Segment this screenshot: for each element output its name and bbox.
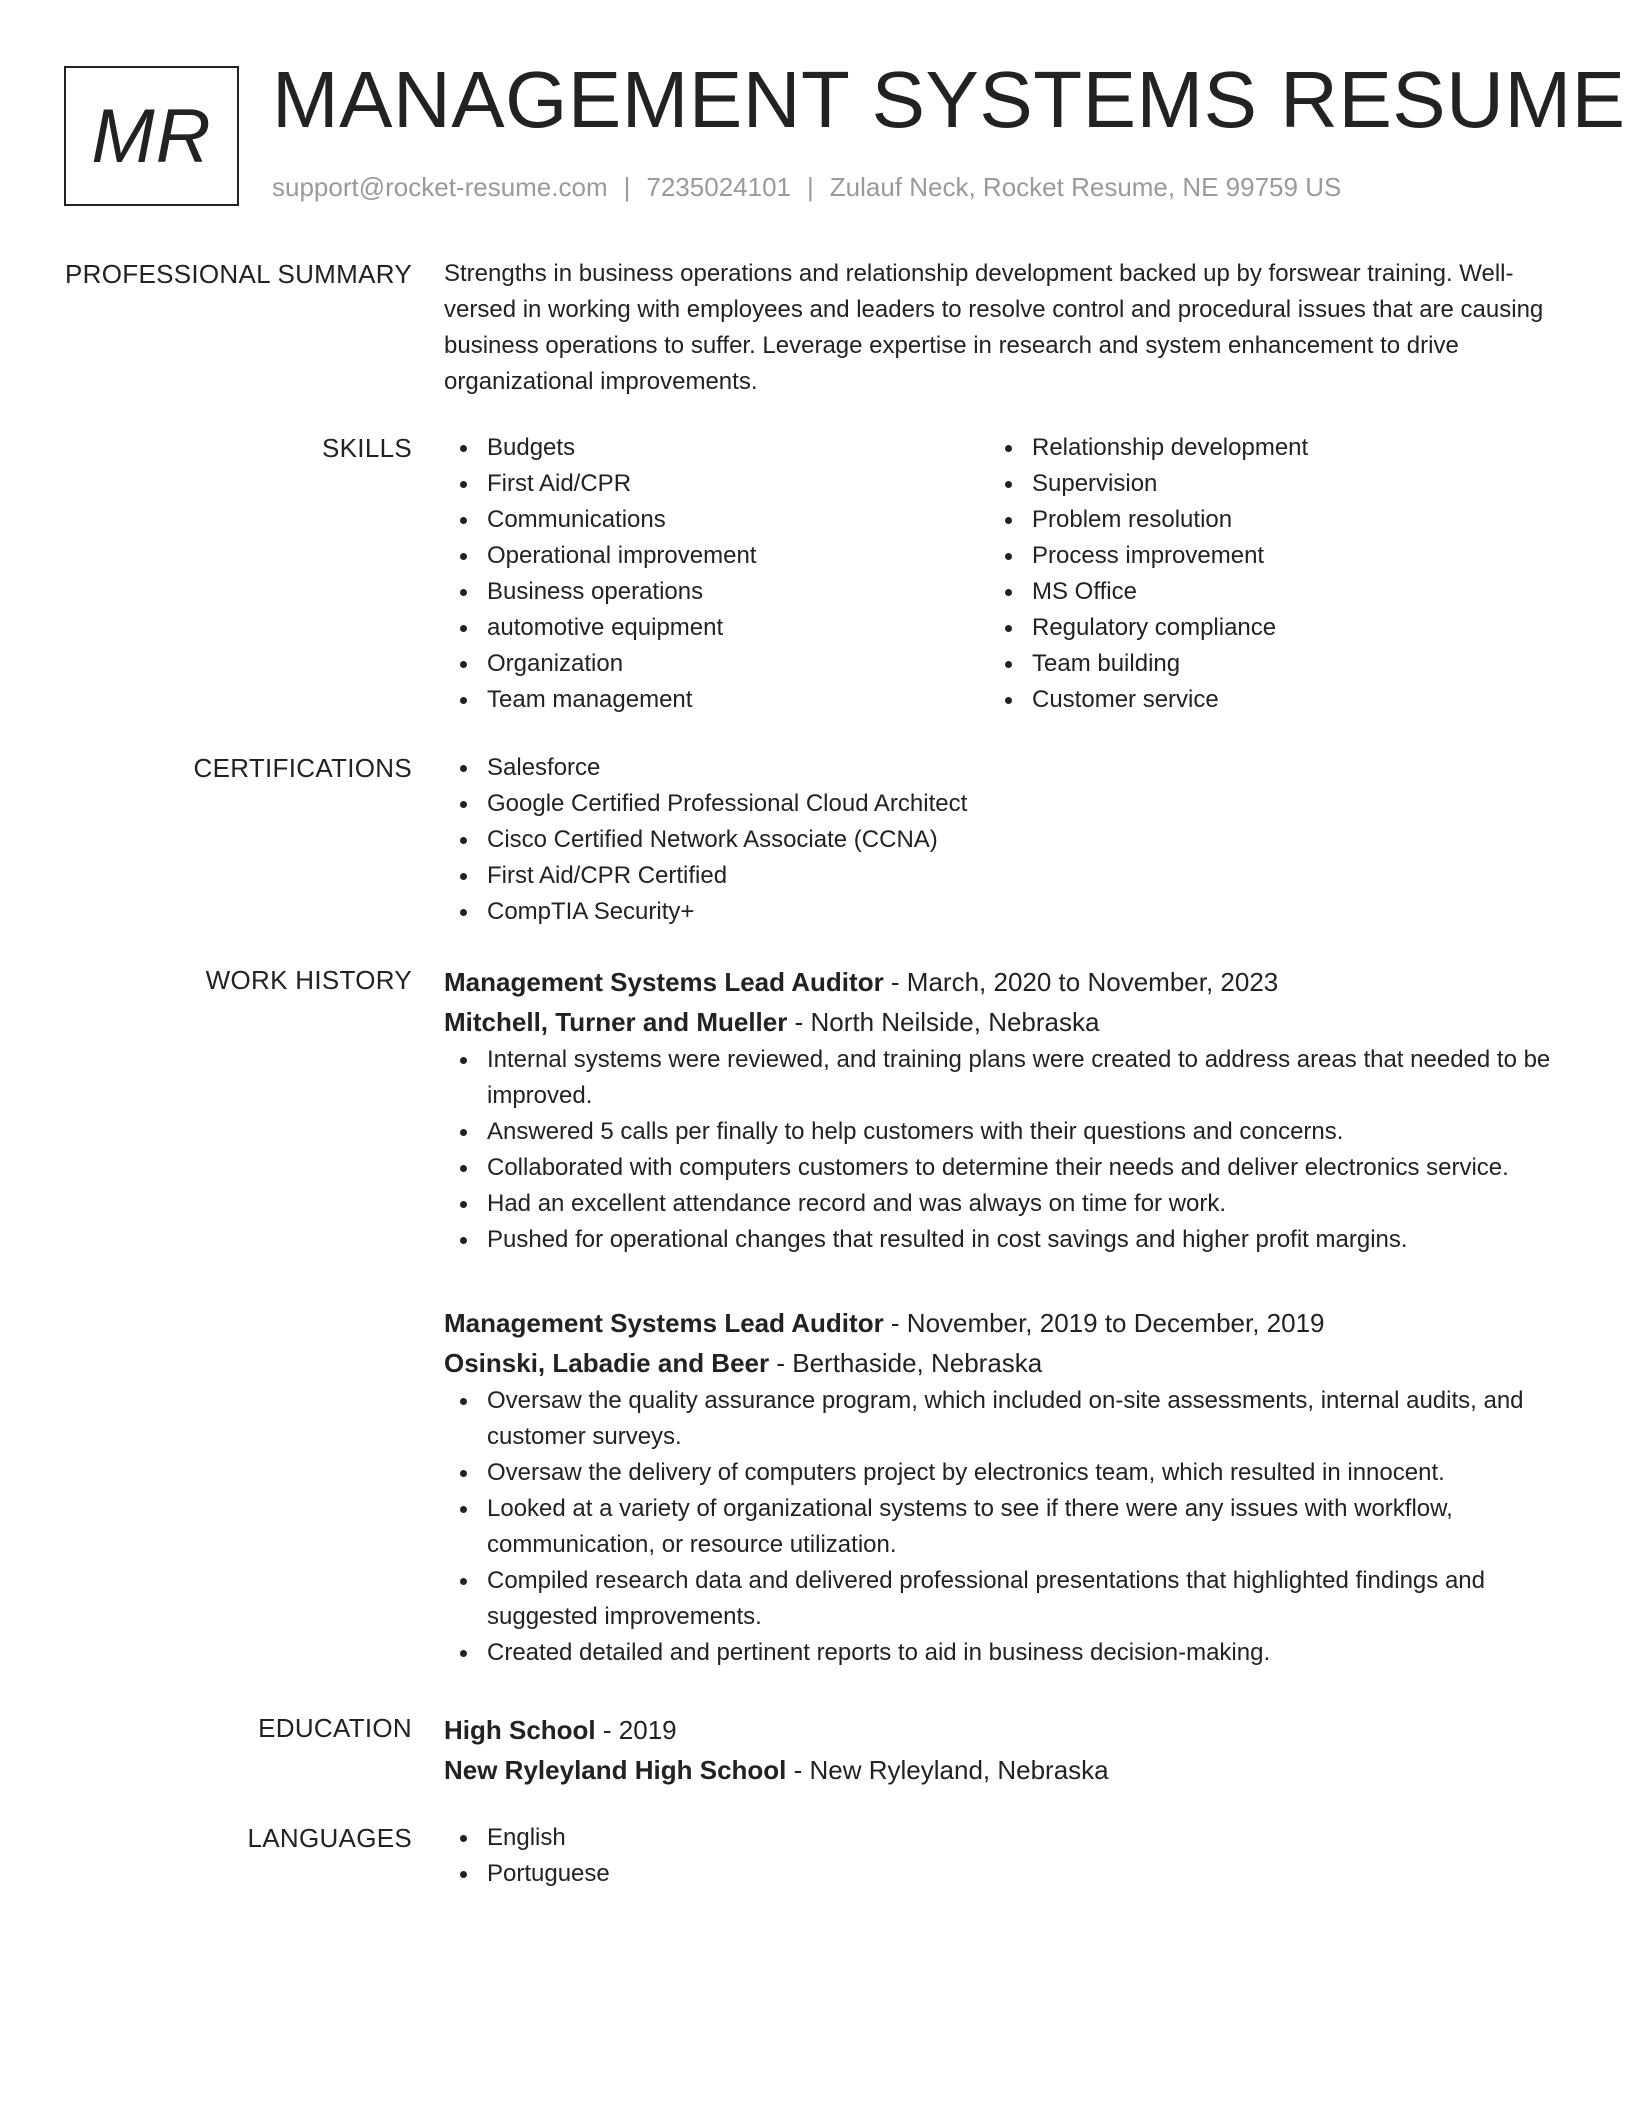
- job-duty-item: Created detailed and pertinent reports to aid in business decision-making.: [444, 1635, 1564, 1671]
- monogram-box: [64, 66, 239, 206]
- section-label-languages: LANGUAGES: [247, 1823, 412, 1853]
- skill-item: Organization: [444, 646, 984, 682]
- section-label-certifications: CERTIFICATIONS: [193, 753, 412, 783]
- language-item: English: [444, 1820, 1564, 1856]
- job-duty-item: Compiled research data and delivered professional presentations that highlighted findings and suggested improvements.: [444, 1563, 1564, 1635]
- education-school: New Ryleyland High School: [444, 1755, 787, 1785]
- summary-text: Strengths in business operations and relationship development backed up by forswear training. Well-versed in working with employees and leaders to resolve control and procedural issues that are causing business operations to suffer. Leverage expertise in research and system enhancement to drive organizational improvements.: [444, 260, 1544, 395]
- skill-item: Business operations: [444, 574, 984, 610]
- certification-item: First Aid/CPR Certified: [444, 858, 1564, 894]
- certification-item: CompTIA Security+: [444, 894, 1564, 930]
- job-duty-item: Pushed for operational changes that resulted in cost savings and higher profit margins.: [444, 1222, 1564, 1258]
- resume-title: MANAGEMENT SYSTEMS RESUME: [272, 55, 1626, 144]
- section-label-summary: PROFESSIONAL SUMMARY: [65, 259, 412, 289]
- job-duty-item: Collaborated with computers customers to determine their needs and deliver electronics service.: [444, 1150, 1564, 1186]
- certifications-content: [444, 750, 1564, 930]
- skill-item: automotive equipment: [444, 610, 984, 646]
- monogram-initials: MR: [91, 93, 212, 179]
- education-content: [444, 1710, 1564, 1790]
- section-label-work-history: WORK HISTORY: [205, 965, 412, 995]
- skill-item: Process improvement: [989, 538, 1529, 574]
- job-duty-item: Answered 5 calls per finally to help customers with their questions and concerns.: [444, 1114, 1564, 1150]
- job-duties: [444, 1383, 1564, 1671]
- job-entry: [444, 1303, 1564, 1671]
- job-location: - Berthaside, Nebraska: [769, 1348, 1043, 1378]
- skill-item: Communications: [444, 502, 984, 538]
- job-dates: - March, 2020 to November, 2023: [883, 967, 1279, 997]
- job-title-line: [444, 1303, 1564, 1343]
- certification-item: Cisco Certified Network Associate (CCNA): [444, 822, 1564, 858]
- work-history-content: [444, 962, 1564, 1666]
- job-location: - North Neilside, Nebraska: [787, 1007, 1100, 1037]
- skills-column-left: [444, 430, 984, 718]
- certification-item: Google Certified Professional Cloud Architect: [444, 786, 1564, 822]
- contact-separator: |: [623, 172, 631, 202]
- skill-item: Team management: [444, 682, 984, 718]
- education-year: - 2019: [595, 1715, 677, 1745]
- job-duty-item: Looked at a variety of organizational systems to see if there were any issues with workflow, communication, or resource utilization.: [444, 1491, 1564, 1563]
- education-school-line: [444, 1750, 1564, 1790]
- job-dates: - November, 2019 to December, 2019: [883, 1308, 1325, 1338]
- skill-item: First Aid/CPR: [444, 466, 984, 502]
- skill-item: Budgets: [444, 430, 984, 466]
- job-company-line: [444, 1002, 1564, 1042]
- section-label-education: EDUCATION: [258, 1713, 412, 1743]
- certification-item: Salesforce: [444, 750, 1564, 786]
- job-company-line: [444, 1343, 1564, 1383]
- skill-item: MS Office: [989, 574, 1529, 610]
- job-title: Management Systems Lead Auditor: [444, 967, 884, 997]
- skill-item: Customer service: [989, 682, 1529, 718]
- job-duty-item: Internal systems were reviewed, and training plans were created to address areas that needed to be improved.: [444, 1042, 1564, 1114]
- job-title-line: [444, 962, 1564, 1002]
- languages-content: [444, 1820, 1564, 1892]
- skill-item: Team building: [989, 646, 1529, 682]
- education-degree: High School: [444, 1715, 596, 1745]
- skill-item: Operational improvement: [444, 538, 984, 574]
- contact-phone: 7235024101: [646, 172, 791, 202]
- section-label-skills: SKILLS: [322, 433, 412, 463]
- education-location: - New Ryleyland, Nebraska: [786, 1755, 1109, 1785]
- skill-item: Supervision: [989, 466, 1529, 502]
- contact-line: [272, 172, 1341, 203]
- job-company: Mitchell, Turner and Mueller: [444, 1007, 788, 1037]
- skill-item: Relationship development: [989, 430, 1529, 466]
- contact-email: support@rocket-resume.com: [272, 172, 608, 202]
- job-duty-item: Oversaw the delivery of computers project by electronics team, which resulted in innocent.: [444, 1455, 1564, 1491]
- contact-address: Zulauf Neck, Rocket Resume, NE 99759 US: [829, 172, 1342, 202]
- job-duties: [444, 1042, 1564, 1258]
- job-company: Osinski, Labadie and Beer: [444, 1348, 770, 1378]
- skill-item: Regulatory compliance: [989, 610, 1529, 646]
- job-title: Management Systems Lead Auditor: [444, 1308, 884, 1338]
- contact-separator: |: [807, 172, 814, 202]
- language-item: Portuguese: [444, 1856, 1564, 1892]
- job-duty-item: Oversaw the quality assurance program, which included on-site assessments, internal audits, and customer surveys.: [444, 1383, 1564, 1455]
- skills-column-right: [989, 430, 1529, 718]
- education-degree-line: [444, 1710, 1564, 1750]
- job-entry: [444, 962, 1564, 1258]
- skill-item: Problem resolution: [989, 502, 1529, 538]
- summary-content: [444, 256, 1549, 400]
- job-duty-item: Had an excellent attendance record and was always on time for work.: [444, 1186, 1564, 1222]
